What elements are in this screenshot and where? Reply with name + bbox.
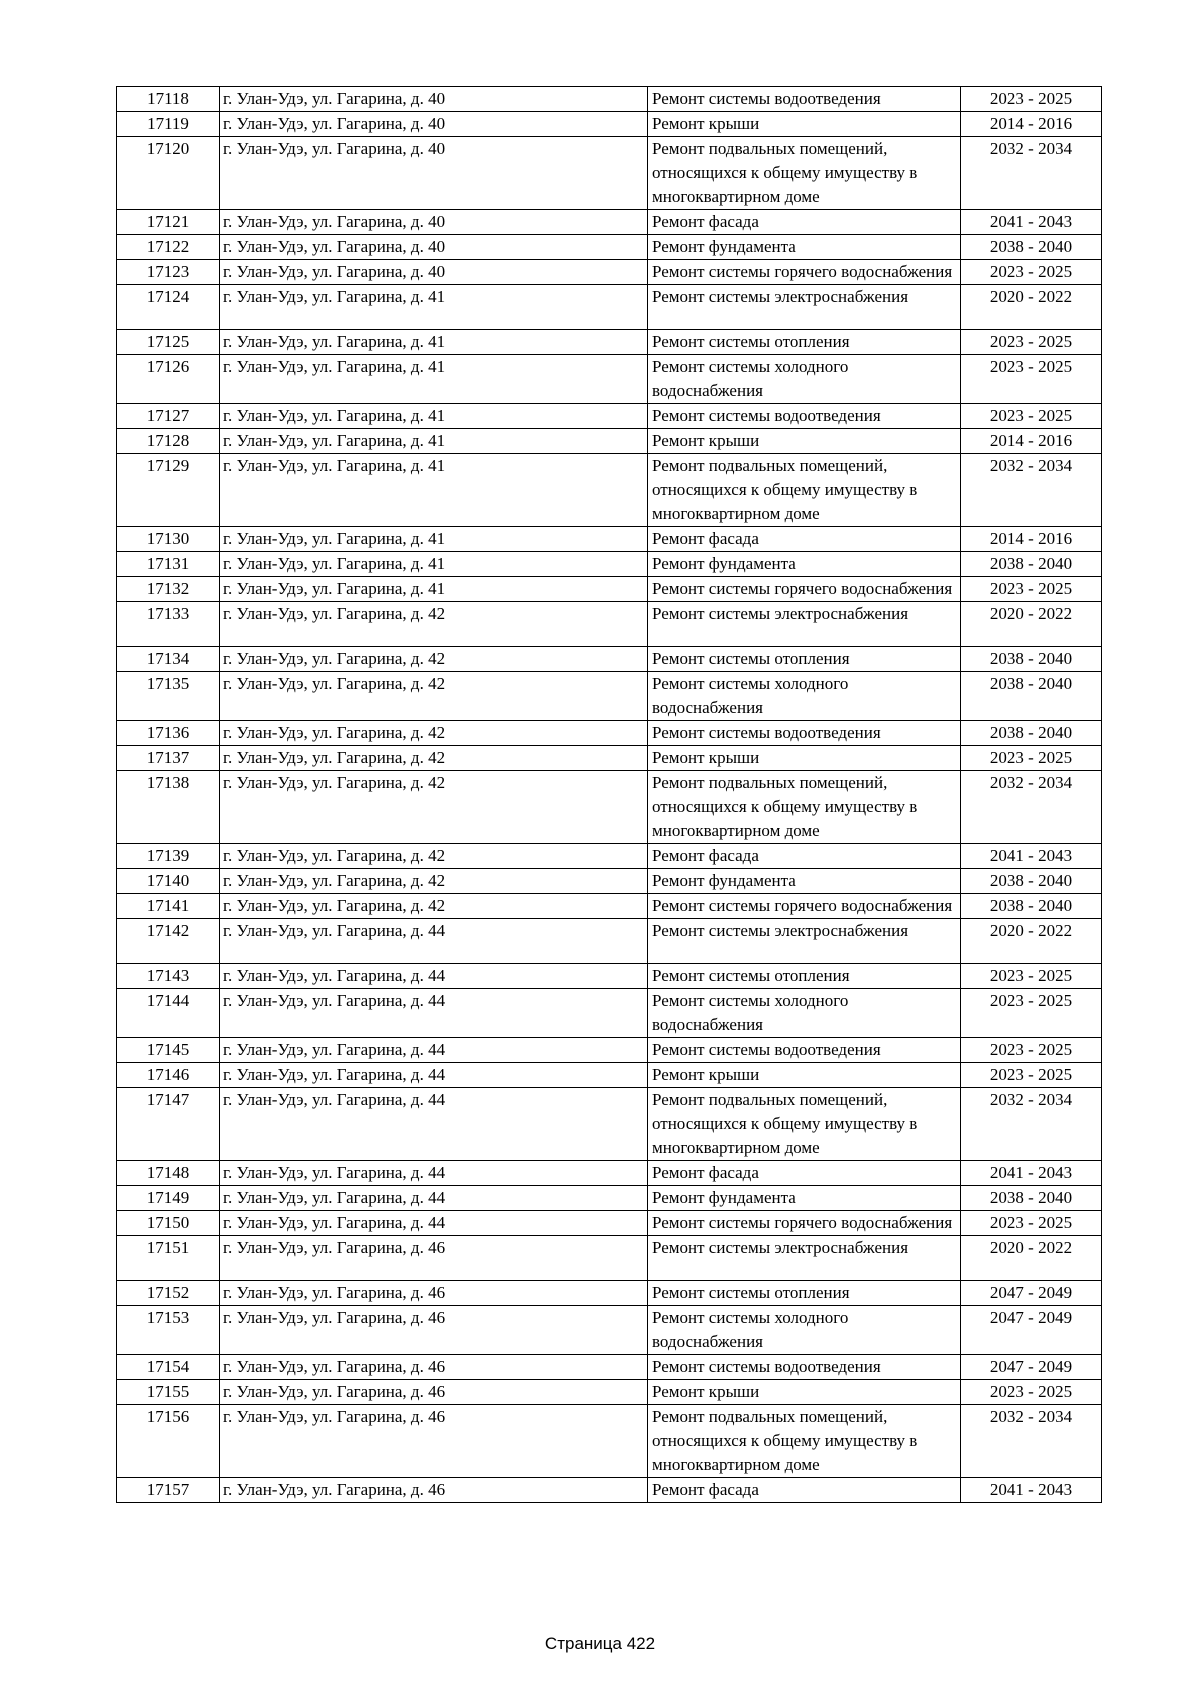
row-number: 17118 — [117, 87, 220, 112]
row-number: 17130 — [117, 527, 220, 552]
table-row — [117, 721, 1102, 746]
work-type-cell: Ремонт подвальных помещений, относящихся к общему имуществу в многоквартирном доме — [648, 771, 961, 844]
address-cell: г. Улан-Удэ, ул. Гагарина, д. 44 — [220, 964, 648, 989]
period-cell: 2014 - 2016 — [961, 527, 1102, 552]
table-row — [117, 210, 1102, 235]
table-row — [117, 989, 1102, 1038]
address-cell: г. Улан-Удэ, ул. Гагарина, д. 46 — [220, 1281, 648, 1306]
address-cell: г. Улан-Удэ, ул. Гагарина, д. 40 — [220, 210, 648, 235]
work-type-cell: Ремонт системы холодного водоснабжения — [648, 989, 961, 1038]
table-row — [117, 1038, 1102, 1063]
row-number: 17145 — [117, 1038, 220, 1063]
table-row — [117, 1380, 1102, 1405]
address-cell: г. Улан-Удэ, ул. Гагарина, д. 42 — [220, 672, 648, 721]
row-number: 17131 — [117, 552, 220, 577]
address-cell: г. Улан-Удэ, ул. Гагарина, д. 44 — [220, 919, 648, 964]
work-type-cell: Ремонт фундамента — [648, 869, 961, 894]
table-row — [117, 260, 1102, 285]
address-cell: г. Улан-Удэ, ул. Гагарина, д. 44 — [220, 1038, 648, 1063]
repair-schedule-table — [116, 86, 1102, 1503]
work-type-cell: Ремонт системы холодного водоснабжения — [648, 355, 961, 404]
table-row — [117, 355, 1102, 404]
row-number: 17149 — [117, 1186, 220, 1211]
work-type-cell: Ремонт системы отопления — [648, 330, 961, 355]
work-type-cell: Ремонт системы отопления — [648, 1281, 961, 1306]
period-cell: 2023 - 2025 — [961, 260, 1102, 285]
table-row — [117, 1161, 1102, 1186]
table-row — [117, 1063, 1102, 1088]
period-cell: 2038 - 2040 — [961, 672, 1102, 721]
work-type-cell: Ремонт подвальных помещений, относящихся к общему имуществу в многоквартирном доме — [648, 1088, 961, 1161]
address-cell: г. Улан-Удэ, ул. Гагарина, д. 46 — [220, 1355, 648, 1380]
work-type-cell: Ремонт системы электроснабжения — [648, 285, 961, 330]
work-type-cell: Ремонт системы горячего водоснабжения — [648, 1211, 961, 1236]
period-cell: 2023 - 2025 — [961, 1038, 1102, 1063]
period-cell: 2038 - 2040 — [961, 647, 1102, 672]
address-cell: г. Улан-Удэ, ул. Гагарина, д. 40 — [220, 137, 648, 210]
period-cell: 2038 - 2040 — [961, 1186, 1102, 1211]
work-type-cell: Ремонт системы холодного водоснабжения — [648, 672, 961, 721]
address-cell: г. Улан-Удэ, ул. Гагарина, д. 42 — [220, 647, 648, 672]
table-row — [117, 919, 1102, 964]
table-row — [117, 647, 1102, 672]
work-type-cell: Ремонт крыши — [648, 746, 961, 771]
row-number: 17139 — [117, 844, 220, 869]
period-cell: 2014 - 2016 — [961, 429, 1102, 454]
table-row — [117, 552, 1102, 577]
address-cell: г. Улан-Удэ, ул. Гагарина, д. 44 — [220, 989, 648, 1038]
period-cell: 2047 - 2049 — [961, 1281, 1102, 1306]
address-cell: г. Улан-Удэ, ул. Гагарина, д. 42 — [220, 746, 648, 771]
address-cell: г. Улан-Удэ, ул. Гагарина, д. 46 — [220, 1405, 648, 1478]
row-number: 17140 — [117, 869, 220, 894]
row-number: 17134 — [117, 647, 220, 672]
period-cell: 2023 - 2025 — [961, 355, 1102, 404]
period-cell: 2020 - 2022 — [961, 919, 1102, 964]
table-row — [117, 527, 1102, 552]
work-type-cell: Ремонт фундамента — [648, 1186, 961, 1211]
period-cell: 2032 - 2034 — [961, 1088, 1102, 1161]
table-row — [117, 844, 1102, 869]
table-row — [117, 1281, 1102, 1306]
address-cell: г. Улан-Удэ, ул. Гагарина, д. 41 — [220, 527, 648, 552]
work-type-cell: Ремонт фасада — [648, 1478, 961, 1503]
period-cell: 2023 - 2025 — [961, 989, 1102, 1038]
period-cell: 2038 - 2040 — [961, 721, 1102, 746]
table-row — [117, 672, 1102, 721]
table-row — [117, 602, 1102, 647]
address-cell: г. Улан-Удэ, ул. Гагарина, д. 44 — [220, 1161, 648, 1186]
work-type-cell: Ремонт системы электроснабжения — [648, 919, 961, 964]
address-cell: г. Улан-Удэ, ул. Гагарина, д. 44 — [220, 1211, 648, 1236]
row-number: 17135 — [117, 672, 220, 721]
address-cell: г. Улан-Удэ, ул. Гагарина, д. 40 — [220, 112, 648, 137]
address-cell: г. Улан-Удэ, ул. Гагарина, д. 40 — [220, 260, 648, 285]
period-cell: 2020 - 2022 — [961, 285, 1102, 330]
row-number: 17143 — [117, 964, 220, 989]
row-number: 17123 — [117, 260, 220, 285]
period-cell: 2020 - 2022 — [961, 602, 1102, 647]
address-cell: г. Улан-Удэ, ул. Гагарина, д. 46 — [220, 1380, 648, 1405]
period-cell: 2038 - 2040 — [961, 235, 1102, 260]
work-type-cell: Ремонт системы горячего водоснабжения — [648, 894, 961, 919]
address-cell: г. Улан-Удэ, ул. Гагарина, д. 40 — [220, 235, 648, 260]
work-type-cell: Ремонт фасада — [648, 210, 961, 235]
address-cell: г. Улан-Удэ, ул. Гагарина, д. 42 — [220, 844, 648, 869]
work-type-cell: Ремонт системы водоотведения — [648, 1038, 961, 1063]
row-number: 17133 — [117, 602, 220, 647]
address-cell: г. Улан-Удэ, ул. Гагарина, д. 46 — [220, 1236, 648, 1281]
period-cell: 2032 - 2034 — [961, 771, 1102, 844]
row-number: 17138 — [117, 771, 220, 844]
table-row — [117, 746, 1102, 771]
period-cell: 2038 - 2040 — [961, 552, 1102, 577]
row-number: 17151 — [117, 1236, 220, 1281]
table-row — [117, 1088, 1102, 1161]
period-cell: 2032 - 2034 — [961, 454, 1102, 527]
period-cell: 2038 - 2040 — [961, 869, 1102, 894]
row-number: 17144 — [117, 989, 220, 1038]
row-number: 17126 — [117, 355, 220, 404]
work-type-cell: Ремонт системы водоотведения — [648, 1355, 961, 1380]
work-type-cell: Ремонт подвальных помещений, относящихся к общему имуществу в многоквартирном доме — [648, 454, 961, 527]
table-row — [117, 285, 1102, 330]
row-number: 17146 — [117, 1063, 220, 1088]
period-cell: 2023 - 2025 — [961, 87, 1102, 112]
page-number: Страница 422 — [544, 1634, 656, 1653]
row-number: 17119 — [117, 112, 220, 137]
table-row — [117, 404, 1102, 429]
row-number: 17122 — [117, 235, 220, 260]
work-type-cell: Ремонт системы водоотведения — [648, 87, 961, 112]
row-number: 17136 — [117, 721, 220, 746]
table-row — [117, 137, 1102, 210]
row-number: 17157 — [117, 1478, 220, 1503]
table-row — [117, 235, 1102, 260]
work-type-cell: Ремонт системы холодного водоснабжения — [648, 1306, 961, 1355]
address-cell: г. Улан-Удэ, ул. Гагарина, д. 41 — [220, 285, 648, 330]
work-type-cell: Ремонт системы электроснабжения — [648, 602, 961, 647]
work-type-cell: Ремонт системы водоотведения — [648, 721, 961, 746]
address-cell: г. Улан-Удэ, ул. Гагарина, д. 46 — [220, 1478, 648, 1503]
table-row — [117, 330, 1102, 355]
address-cell: г. Улан-Удэ, ул. Гагарина, д. 42 — [220, 721, 648, 746]
address-cell: г. Улан-Удэ, ул. Гагарина, д. 41 — [220, 577, 648, 602]
table-body — [117, 87, 1102, 1503]
period-cell: 2038 - 2040 — [961, 894, 1102, 919]
address-cell: г. Улан-Удэ, ул. Гагарина, д. 41 — [220, 454, 648, 527]
period-cell: 2032 - 2034 — [961, 137, 1102, 210]
row-number: 17152 — [117, 1281, 220, 1306]
table-row — [117, 869, 1102, 894]
period-cell: 2020 - 2022 — [961, 1236, 1102, 1281]
row-number: 17125 — [117, 330, 220, 355]
work-type-cell: Ремонт системы отопления — [648, 647, 961, 672]
period-cell: 2041 - 2043 — [961, 1478, 1102, 1503]
table-row — [117, 1478, 1102, 1503]
address-cell: г. Улан-Удэ, ул. Гагарина, д. 41 — [220, 552, 648, 577]
address-cell: г. Улан-Удэ, ул. Гагарина, д. 42 — [220, 894, 648, 919]
address-cell: г. Улан-Удэ, ул. Гагарина, д. 41 — [220, 330, 648, 355]
work-type-cell: Ремонт фасада — [648, 527, 961, 552]
row-number: 17141 — [117, 894, 220, 919]
row-number: 17142 — [117, 919, 220, 964]
row-number: 17155 — [117, 1380, 220, 1405]
table-row — [117, 112, 1102, 137]
period-cell: 2032 - 2034 — [961, 1405, 1102, 1478]
work-type-cell: Ремонт крыши — [648, 429, 961, 454]
work-type-cell: Ремонт крыши — [648, 112, 961, 137]
address-cell: г. Улан-Удэ, ул. Гагарина, д. 41 — [220, 429, 648, 454]
period-cell: 2047 - 2049 — [961, 1355, 1102, 1380]
row-number: 17148 — [117, 1161, 220, 1186]
period-cell: 2023 - 2025 — [961, 1380, 1102, 1405]
table-row — [117, 1211, 1102, 1236]
table-row — [117, 577, 1102, 602]
row-number: 17129 — [117, 454, 220, 527]
address-cell: г. Улан-Удэ, ул. Гагарина, д. 42 — [220, 602, 648, 647]
row-number: 17154 — [117, 1355, 220, 1380]
period-cell: 2014 - 2016 — [961, 112, 1102, 137]
row-number: 17137 — [117, 746, 220, 771]
work-type-cell: Ремонт системы горячего водоснабжения — [648, 260, 961, 285]
row-number: 17153 — [117, 1306, 220, 1355]
work-type-cell: Ремонт системы отопления — [648, 964, 961, 989]
work-type-cell: Ремонт подвальных помещений, относящихся к общему имуществу в многоквартирном доме — [648, 1405, 961, 1478]
address-cell: г. Улан-Удэ, ул. Гагарина, д. 44 — [220, 1063, 648, 1088]
row-number: 17124 — [117, 285, 220, 330]
work-type-cell: Ремонт крыши — [648, 1380, 961, 1405]
table-row — [117, 1405, 1102, 1478]
work-type-cell: Ремонт фасада — [648, 1161, 961, 1186]
row-number: 17132 — [117, 577, 220, 602]
period-cell: 2023 - 2025 — [961, 746, 1102, 771]
work-type-cell: Ремонт подвальных помещений, относящихся к общему имуществу в многоквартирном доме — [648, 137, 961, 210]
table-row — [117, 1236, 1102, 1281]
address-cell: г. Улан-Удэ, ул. Гагарина, д. 44 — [220, 1088, 648, 1161]
work-type-cell: Ремонт системы электроснабжения — [648, 1236, 961, 1281]
row-number: 17120 — [117, 137, 220, 210]
table-row — [117, 1186, 1102, 1211]
address-cell: г. Улан-Удэ, ул. Гагарина, д. 41 — [220, 404, 648, 429]
address-cell: г. Улан-Удэ, ул. Гагарина, д. 44 — [220, 1186, 648, 1211]
address-cell: г. Улан-Удэ, ул. Гагарина, д. 40 — [220, 87, 648, 112]
period-cell: 2041 - 2043 — [961, 844, 1102, 869]
address-cell: г. Улан-Удэ, ул. Гагарина, д. 42 — [220, 771, 648, 844]
period-cell: 2023 - 2025 — [961, 1211, 1102, 1236]
period-cell: 2047 - 2049 — [961, 1306, 1102, 1355]
work-type-cell: Ремонт фундамента — [648, 235, 961, 260]
address-cell: г. Улан-Удэ, ул. Гагарина, д. 42 — [220, 869, 648, 894]
table-row — [117, 87, 1102, 112]
period-cell: 2023 - 2025 — [961, 964, 1102, 989]
address-cell: г. Улан-Удэ, ул. Гагарина, д. 41 — [220, 355, 648, 404]
table-row — [117, 1355, 1102, 1380]
row-number: 17147 — [117, 1088, 220, 1161]
period-cell: 2023 - 2025 — [961, 404, 1102, 429]
period-cell: 2023 - 2025 — [961, 330, 1102, 355]
period-cell: 2041 - 2043 — [961, 1161, 1102, 1186]
work-type-cell: Ремонт крыши — [648, 1063, 961, 1088]
period-cell: 2041 - 2043 — [961, 210, 1102, 235]
period-cell: 2023 - 2025 — [961, 1063, 1102, 1088]
work-type-cell: Ремонт фундамента — [648, 552, 961, 577]
table-row — [117, 429, 1102, 454]
address-cell: г. Улан-Удэ, ул. Гагарина, д. 46 — [220, 1306, 648, 1355]
row-number: 17156 — [117, 1405, 220, 1478]
table-row — [117, 771, 1102, 844]
work-type-cell: Ремонт системы горячего водоснабжения — [648, 577, 961, 602]
work-type-cell: Ремонт системы водоотведения — [648, 404, 961, 429]
row-number: 17150 — [117, 1211, 220, 1236]
period-cell: 2023 - 2025 — [961, 577, 1102, 602]
row-number: 17128 — [117, 429, 220, 454]
work-type-cell: Ремонт фасада — [648, 844, 961, 869]
table-row — [117, 1306, 1102, 1355]
table-row — [117, 964, 1102, 989]
table-row — [117, 894, 1102, 919]
row-number: 17121 — [117, 210, 220, 235]
table-row — [117, 454, 1102, 527]
row-number: 17127 — [117, 404, 220, 429]
